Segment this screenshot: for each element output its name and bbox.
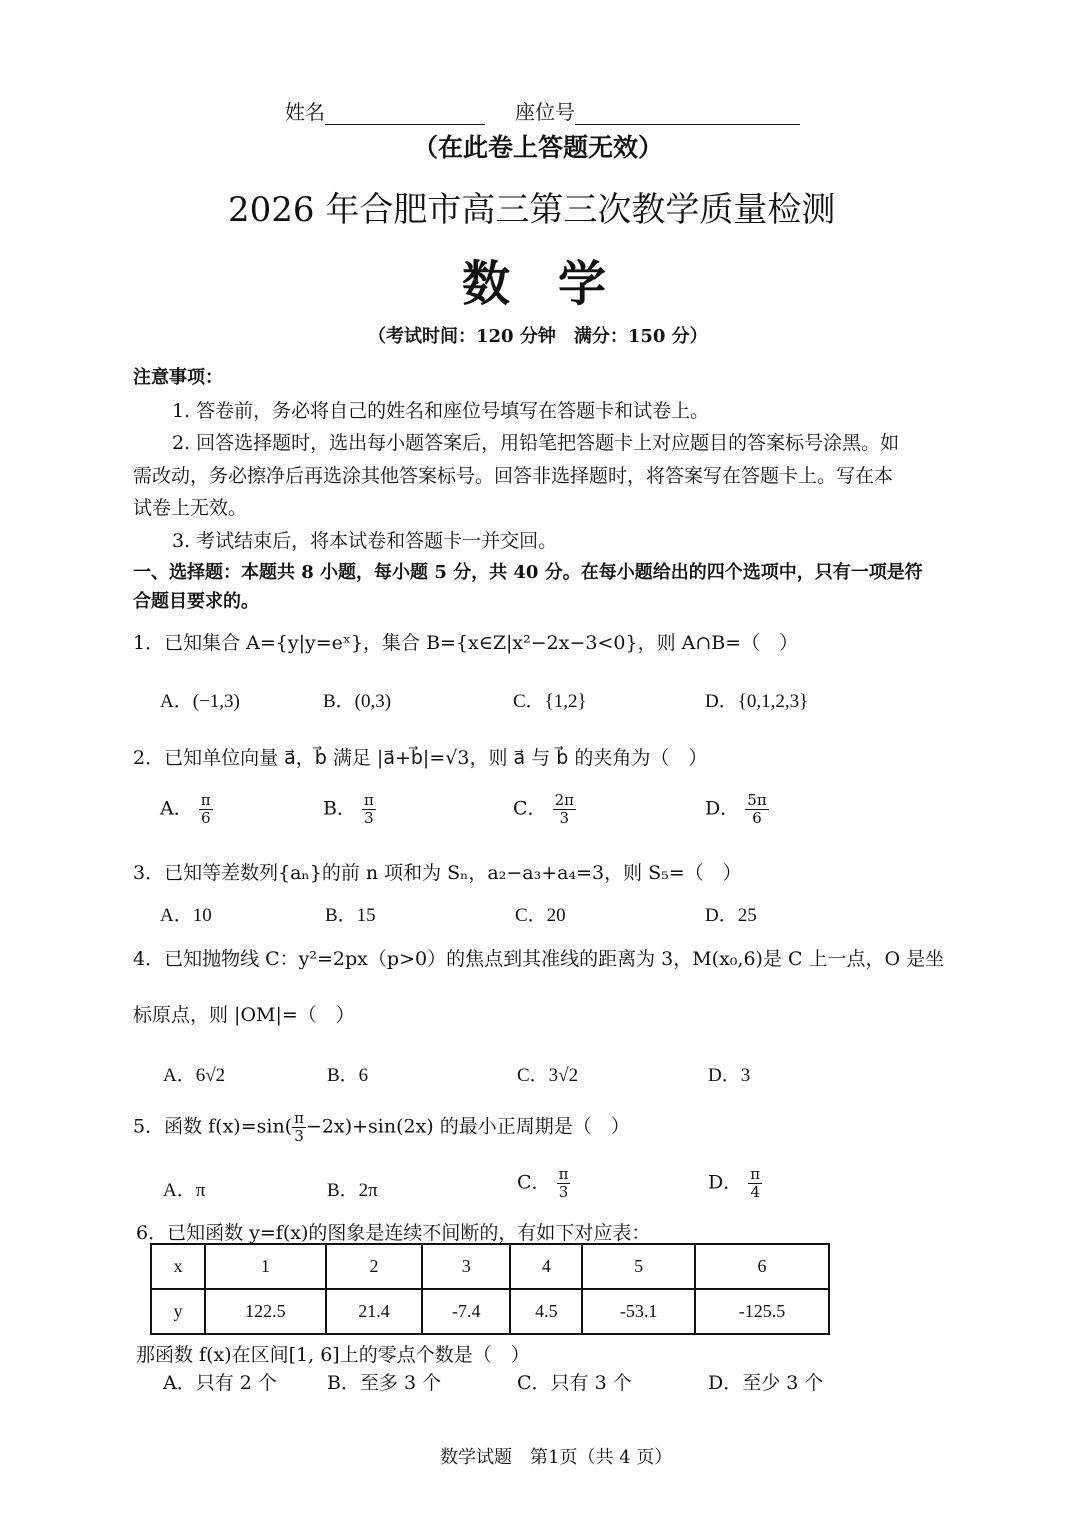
q6-stem: 6．已知函数 y=f(x)的图象是连续不间断的，有如下对应表：	[136, 1222, 651, 1244]
notice-item-2-line-1: 2. 回答选择题时，选出每小题答案后，用铅笔把答题卡上对应题目的答案标号涂黑。如	[172, 432, 900, 454]
exam-title: 2026 年合肥市高三第三次教学质量检测	[228, 190, 836, 230]
q3-stem: 3．已知等差数列{aₙ}的前 n 项和为 Sₙ，a₂−a₃+a₄=3，则 S₅=（ ）	[133, 862, 742, 884]
seat-label: 座位号	[515, 100, 575, 124]
q2-option-a-fraction	[199, 792, 213, 827]
seat-field	[515, 96, 800, 125]
q5-option-c-fraction	[557, 1166, 571, 1201]
q4-option-a: A．6√2	[163, 1065, 226, 1086]
q6-option-a: A．只有 2 个	[163, 1372, 277, 1394]
table-cell: 4	[510, 1244, 582, 1289]
fraction-denominator: 6	[200, 809, 211, 827]
q2-option-d	[705, 792, 769, 827]
q2-option-a-label: A．	[160, 797, 193, 820]
q5-stem-fraction	[292, 1110, 306, 1145]
name-field	[285, 96, 485, 125]
fraction-denominator: 3	[364, 809, 374, 827]
fraction-numerator: 2π	[554, 791, 574, 809]
table-cell: -53.1	[582, 1289, 695, 1334]
name-label: 姓名	[285, 100, 325, 124]
notice-item-2-line-3: 试卷上无效。	[133, 497, 248, 519]
q6-option-c: C．只有 3 个	[517, 1372, 632, 1394]
q2-option-c	[513, 792, 576, 827]
q2-option-b-fraction	[362, 792, 376, 827]
q2-option-c-label: C．	[513, 797, 547, 820]
q2-option-d-fraction	[745, 792, 768, 827]
table-cell: -125.5	[695, 1289, 829, 1334]
q2-option-b	[323, 792, 376, 827]
q1-stem: 1．已知集合 A={y|y=eˣ}，集合 B={x∈Z|x²−2x−3<0}，则 A∩B=（ ）	[133, 632, 799, 654]
notice-item-2-line-2: 需改动，务必擦净后再选涂其他答案标号。回答非选择题时，将答案写在答题卡上。写在本	[133, 465, 894, 487]
exam-info: （考试时间：120 分钟 满分：150 分）	[368, 326, 708, 347]
q1-option-b: B．(0,3)	[323, 691, 392, 712]
q2-stem: 2．已知单位向量 a⃗，b⃗ 满足 |a⃗+b⃗|=√3，则 a⃗ 与 b⃗ 的夹角为（ ）	[133, 747, 708, 769]
table-cell: 6	[695, 1244, 829, 1289]
seat-blank-line	[575, 104, 800, 125]
fraction-denominator: 3	[559, 809, 570, 827]
page-footer: 数学试题 第1页（共 4 页）	[440, 1447, 673, 1468]
q4-option-c: C．3√2	[517, 1065, 579, 1086]
q3-option-a: A．10	[160, 905, 212, 926]
q4-stem-line-1: 4．已知抛物线 C：y²=2px（p>0）的焦点到其准线的距离为 3，M(x₀,6)是 C 上一点，O 是坐	[133, 948, 945, 970]
fraction-numerator: π	[750, 1165, 761, 1183]
table-header-x: x	[151, 1244, 205, 1289]
table-cell: 2	[326, 1244, 422, 1289]
fraction-numerator: π	[558, 1165, 569, 1183]
q6-question: 那函数 f(x)在区间[1, 6]上的零点个数是（ ）	[136, 1344, 530, 1366]
notice-title: 注意事项：	[133, 367, 223, 388]
fraction-numerator: 5π	[747, 791, 767, 809]
section-heading-line-1: 一、选择题：本题共 8 小题，每小题 5 分，共 40 分。在每小题给出的四个选项中，只有一项是符	[133, 562, 923, 583]
q5-stem	[133, 1110, 630, 1145]
q5-option-c-label: C．	[517, 1171, 551, 1194]
fraction-numerator: π	[364, 791, 374, 809]
q6-option-b: B．至多 3 个	[327, 1372, 442, 1394]
q2-option-a	[160, 792, 213, 827]
q1-option-c: C．{1,2}	[513, 691, 587, 712]
q6-value-table	[150, 1243, 830, 1335]
q4-option-b: B．6	[327, 1065, 369, 1086]
fraction-denominator: 3	[558, 1183, 569, 1201]
q5-stem-pre: 5．函数 f(x)=sin(	[133, 1115, 293, 1138]
q5-option-d	[708, 1166, 762, 1201]
table-cell: 4.5	[510, 1289, 582, 1334]
q3-option-c: C．20	[515, 905, 566, 926]
name-blank-line	[325, 104, 485, 125]
q2-option-b-label: B．	[323, 797, 356, 820]
table-cell: 1	[205, 1244, 326, 1289]
table-cell: 122.5	[205, 1289, 326, 1334]
q1-option-d: D．{0,1,2,3}	[705, 691, 809, 712]
fraction-numerator: π	[294, 1109, 304, 1127]
section-heading-line-2: 合题目要求的。	[133, 591, 259, 612]
q5-option-c	[517, 1166, 570, 1201]
q5-option-a: A．π	[163, 1180, 206, 1201]
q6-option-d: D．至少 3 个	[708, 1372, 824, 1394]
table-cell: 3	[422, 1244, 510, 1289]
table-cell: 21.4	[326, 1289, 422, 1334]
notice-item-1: 1. 答卷前，务必将自己的姓名和座位号填写在答题卡和试卷上。	[172, 400, 710, 422]
q2-option-c-fraction	[553, 792, 576, 827]
fraction-denominator: 3	[294, 1127, 304, 1145]
fraction-denominator: 4	[750, 1183, 760, 1201]
q5-option-d-label: D．	[708, 1171, 743, 1194]
q5-option-b: B．2π	[327, 1180, 378, 1201]
q3-option-d: D．25	[705, 905, 757, 926]
q5-option-d-fraction	[748, 1166, 762, 1201]
notice-item-3: 3. 考试结束后，将本试卷和答题卡一并交回。	[172, 530, 558, 552]
table-row	[151, 1244, 829, 1289]
q3-option-b: B．15	[325, 905, 376, 926]
q5-stem-post: −2x)+sin(2x) 的最小正周期是（ ）	[305, 1115, 630, 1138]
q1-option-a: A．(−1,3)	[160, 691, 240, 712]
q4-option-d: D．3	[708, 1065, 751, 1086]
table-cell: -7.4	[422, 1289, 510, 1334]
table-row	[151, 1289, 829, 1334]
invalid-note: （在此卷上答题无效）	[413, 133, 664, 162]
fraction-denominator: 6	[752, 809, 762, 827]
fraction-numerator: π	[200, 791, 211, 809]
q2-option-d-label: D．	[705, 797, 740, 820]
table-header-y: y	[151, 1289, 205, 1334]
q4-stem-line-2: 标原点，则 |OM|=（ ）	[133, 1004, 355, 1026]
subject-title: 数 学	[462, 256, 607, 312]
table-cell: 5	[582, 1244, 695, 1289]
